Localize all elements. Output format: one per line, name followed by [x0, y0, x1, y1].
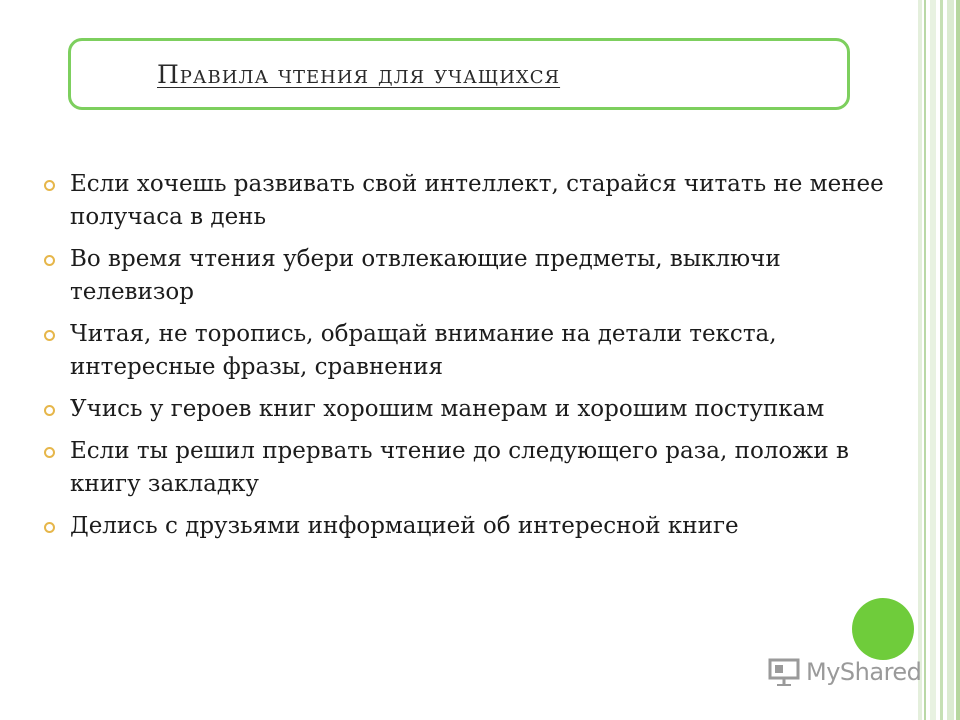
myshared-watermark	[768, 654, 921, 690]
list-item	[44, 168, 904, 234]
list-item	[44, 393, 904, 426]
rule-text: Во время чтения убери отвлекающие предметы, выключи телевизор	[70, 246, 781, 305]
presentation-screen-icon	[768, 657, 800, 687]
title-box	[68, 38, 850, 110]
bullet-circle-icon	[44, 522, 55, 533]
rule-text: Читая, не торопись, обращай внимание на детали текста, интересные фразы, сравнения	[70, 321, 777, 380]
list-item	[44, 510, 904, 543]
slide-title: Правила чтения для учащихся	[157, 59, 561, 89]
rule-text: Учись у героев книг хорошим манерам и хорошим поступкам	[70, 396, 825, 422]
stripe	[930, 0, 936, 720]
list-item	[44, 435, 904, 501]
green-circle-decoration	[852, 598, 914, 660]
rule-text: Если хочешь развивать свой интеллект, старайся читать не менее получаса в день	[70, 171, 884, 230]
list-item	[44, 243, 904, 309]
bullet-circle-icon	[44, 447, 55, 458]
stripe	[956, 0, 960, 720]
stripe	[918, 0, 922, 720]
stripe	[940, 0, 943, 720]
bullet-circle-icon	[44, 330, 55, 341]
watermark-text: MyShared	[806, 658, 922, 686]
bullet-circle-icon	[44, 255, 55, 266]
rule-text: Делись с друзьями информацией об интересной книге	[70, 513, 739, 539]
bullet-circle-icon	[44, 405, 55, 416]
rule-text: Если ты решил прервать чтение до следующего раза, положи в книгу закладку	[70, 438, 850, 497]
stripe	[924, 0, 926, 720]
stripe	[947, 0, 954, 720]
decorative-stripes	[918, 0, 960, 720]
rules-list	[44, 168, 904, 552]
list-item	[44, 318, 904, 384]
bullet-circle-icon	[44, 180, 55, 191]
